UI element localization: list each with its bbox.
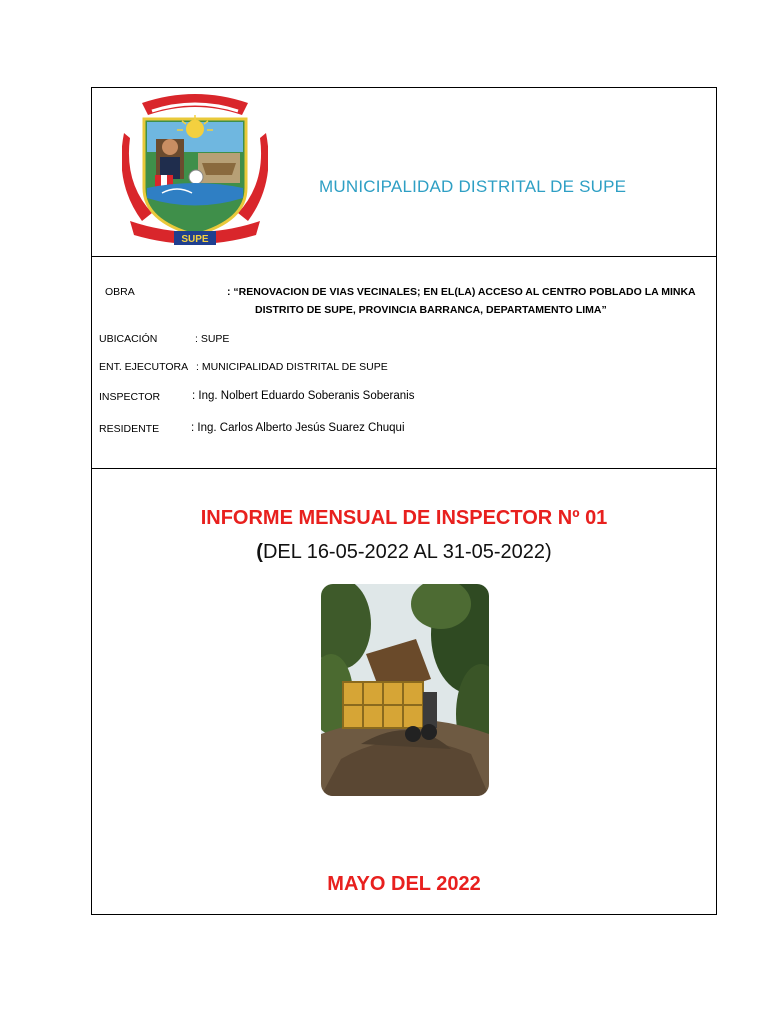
municipality-title: MUNICIPALIDAD DISTRITAL DE SUPE (319, 177, 627, 196)
ubicacion-label: UBICACIÓN (99, 333, 158, 345)
obra-value-line1: : “RENOVACION DE VIAS VECINALES; EN EL(LA) ACCESO AL CENTRO POBLADO LA MINKA (227, 286, 696, 298)
municipality-coat-of-arms-logo (122, 93, 268, 249)
inspector-value: : Ing. Nolbert Eduardo Soberanis Soberanis (192, 390, 415, 402)
report-period (92, 541, 716, 564)
inspector-label: INSPECTOR (99, 391, 161, 403)
period-open-paren: ( (256, 541, 263, 563)
residente-label: RESIDENTE (99, 423, 160, 435)
ubicacion-value: : SUPE (195, 333, 230, 345)
report-title: INFORME MENSUAL DE INSPECTOR Nº 01 (200, 507, 608, 529)
ejecutora-label: ENT. EJECUTORA (99, 361, 189, 373)
logo-text: SUPE (181, 234, 209, 245)
obra-value-line2: DISTRITO DE SUPE, PROVINCIA BARRANCA, DEPARTAMENTO LIMA” (255, 304, 607, 316)
dump-truck-photo (321, 584, 489, 796)
period-dates: DEL 16-05-2022 AL 31-05-2022) (262, 541, 552, 563)
document-frame (91, 87, 717, 915)
report-month: MAYO DEL 2022 (327, 873, 481, 895)
obra-label: OBRA (105, 286, 135, 298)
header-section (92, 88, 716, 257)
ejecutora-value: : MUNICIPALIDAD DISTRITAL DE SUPE (196, 361, 388, 373)
project-info-section (92, 257, 716, 469)
report-section (92, 469, 716, 914)
residente-value: : Ing. Carlos Alberto Jesús Suarez Chuqui (191, 422, 405, 434)
